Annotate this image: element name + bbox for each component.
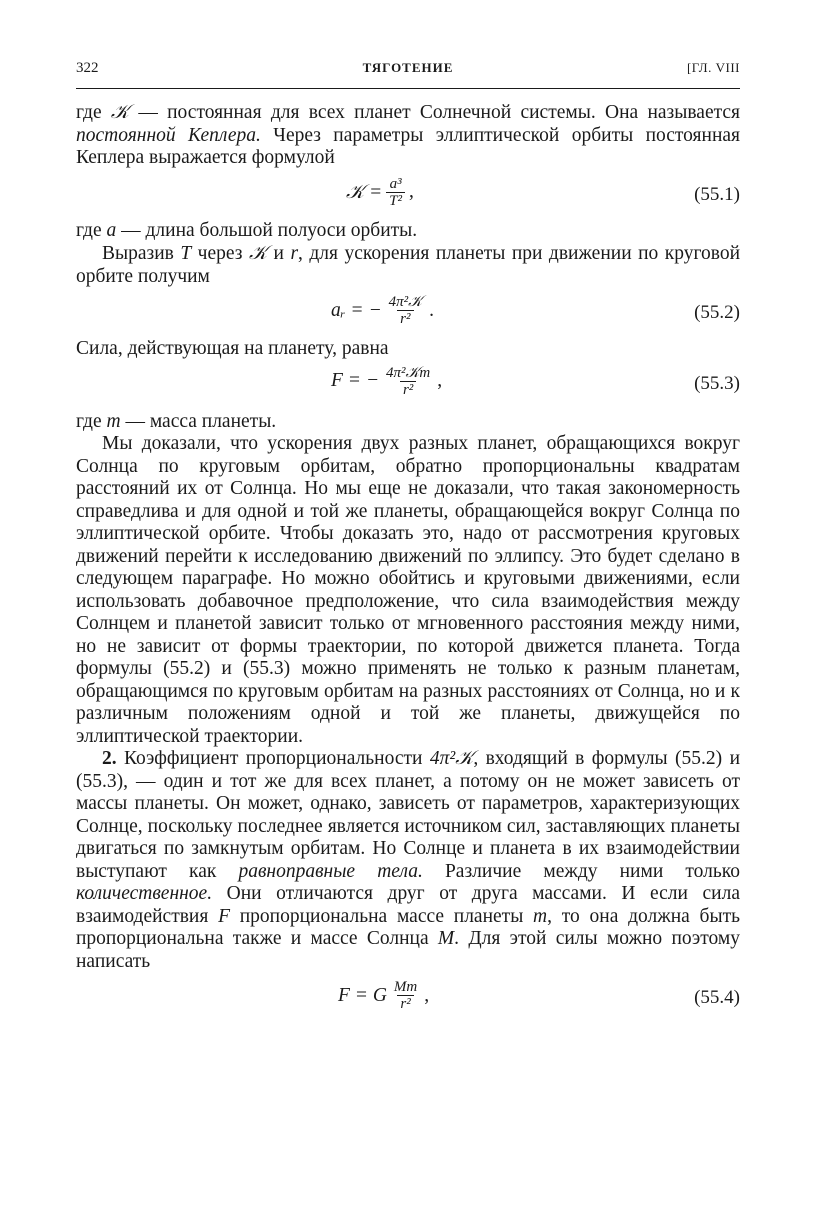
- equation-number: (55.2): [694, 302, 740, 323]
- eq2-lhs: aᵣ = −: [331, 299, 382, 321]
- eq1-numerator: a³: [389, 175, 402, 192]
- eq1-fraction: [386, 176, 405, 209]
- eq3-denominator: r²: [400, 381, 416, 398]
- eq4-fraction: [391, 979, 420, 1012]
- chapter-label: [ГЛ. VIII: [686, 60, 740, 75]
- emphasis-kepler: постоянной Кеплера.: [76, 124, 261, 146]
- running-title: ТЯГОТЕНИЕ: [362, 60, 454, 75]
- eq3-numerator: 4π²𝒦m: [385, 364, 431, 381]
- eq1-denominator: T²: [386, 192, 405, 209]
- eq2-fraction: [386, 294, 425, 327]
- kepler-symbol: 𝒦: [110, 100, 130, 123]
- equation-number: (55.4): [694, 987, 740, 1008]
- eq4-lhs: F = G: [338, 984, 387, 1006]
- equation-55-4: F = G $\frac{Mm}{\text{r²}}$ , (55.4): [338, 979, 740, 1012]
- eq2-numerator: 4π²𝒦: [388, 294, 423, 310]
- eq4-denominator: r²: [397, 995, 413, 1012]
- paragraph-section-2: 2. Коэффициент пропорциональности 4π²𝒦, входящий в формулы (55.2) и (55.3), — один и тот же для всех планет, а потому он не может зависеть от массы планеты. Он может, однако, зависеть от параметров, характеризующих Солнце, поскольку последнее является источником сил, заставляющих планеты двигаться по замкнутым орбитам. Но Солнце и планета в их взаимодействии выступают как равноправные тела. Различие между ними только количественное. Они отличаются друг от друга массами. И если сила взаимодействия F пропорциональна массе планеты m, то она должна быть пропорциональна также и массе Солнца M. Для этой силы можно поэтому написать: [76, 748, 741, 972]
- section-number: 2.: [102, 748, 117, 769]
- running-header: [76, 60, 740, 82]
- eq2-denominator: r²: [397, 310, 413, 327]
- paragraph-force: Сила, действующая на планету, равна: [76, 338, 389, 359]
- emphasis-equal-bodies: равноправные тела.: [238, 860, 423, 882]
- eq3-lhs: F = −: [331, 370, 379, 391]
- paragraph-semi-axis: где a — длина большой полуоси орбиты.: [76, 219, 418, 241]
- page-number: 322: [76, 60, 99, 76]
- eq3-fraction: [383, 365, 433, 398]
- paragraph-proof: Мы доказали, что ускорения двух разных планет, обращающихся вокруг Солнца по круговым орбитам, обратно пропорциональны квадратам расстояний их от Солнца. Но мы еще не доказали, что такая закономерность справедлива и для одной и той же планеты, обращающейся вокруг Солнца по эллиптической орбите. Чтобы доказать это, надо от рассмотрения круговых движений перейти к исследованию движений по эллипсу. Это будет сделано в следующем параграфе. Но можно обойтись и круговыми движениями, если использовать добавочное предположение, что сила взаимодействия между Солнцем и планетой зависит только от мгновенного расстояния между ними, но не зависит от формы траектории, по которой движется планета. Тогда формулы (55.2) и (55.3) можно применять не только к разным планетам, обращающимся по круговым орбитам на разных расстояниях от Солнца, но и к различным положениям одной и той же планеты, движущейся по эллиптической траектории.: [76, 433, 740, 747]
- equation-55-2: aᵣ = − $\frac{\text{4π²𝒦}}{\text{r²}}$ . (55.2): [331, 294, 740, 327]
- emphasis-quantitative: количественное.: [76, 883, 213, 904]
- equation-55-1: 𝒦 = $\frac{\text{a³}}{\text{T²}}$ , (55.1): [346, 175, 740, 209]
- eq1-lhs: 𝒦 =: [346, 181, 383, 203]
- paragraph-mass: где m — масса планеты.: [76, 410, 277, 432]
- paragraph-kepler-constant: где 𝒦 — постоянная для всех планет Солнечной системы. Она называется постоянной Кеплера. Через параметры эллиптической орбиты постоянная Кеплера выражается формулой: [76, 100, 740, 168]
- equation-number: (55.3): [694, 372, 740, 394]
- eq4-numerator: Mm: [393, 979, 418, 995]
- paragraph-express-t: Выразив T через 𝒦 и r, для ускорения планеты при движении по круговой орбите получим: [76, 241, 741, 287]
- equation-number: (55.1): [694, 183, 740, 205]
- equation-55-3: F = − $\frac{\text{4π²𝒦m}}{\text{r²}}$ , (55.3): [331, 364, 740, 398]
- header-rule: [76, 88, 740, 89]
- book-page: [76, 60, 740, 1023]
